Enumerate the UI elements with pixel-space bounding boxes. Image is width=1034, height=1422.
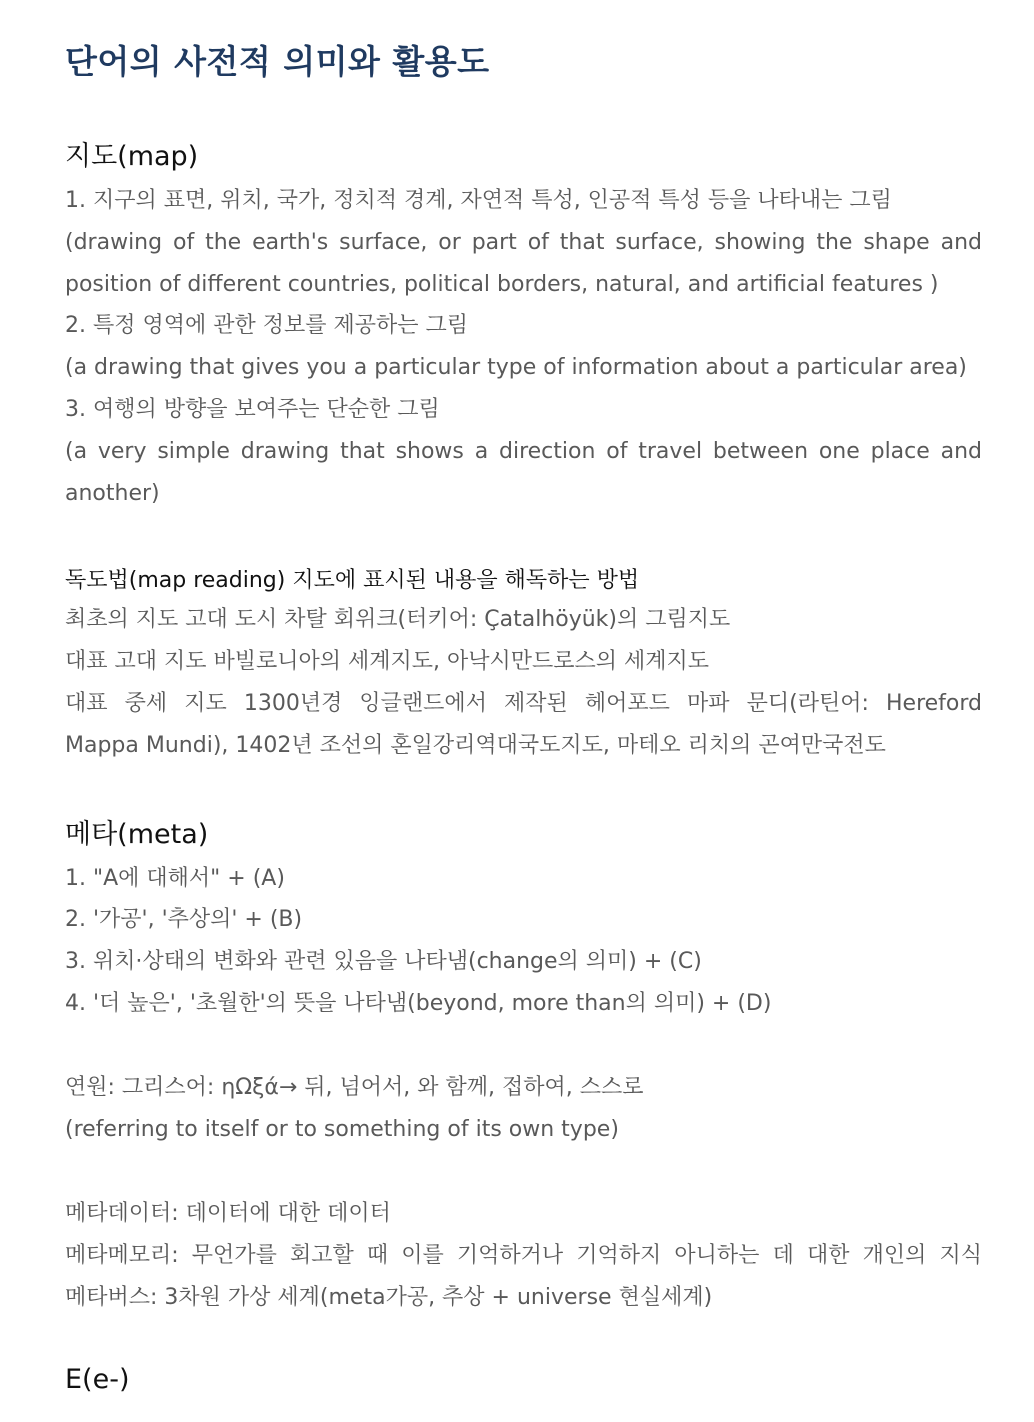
meta-heading: 메타(meta) <box>65 819 209 850</box>
map-reading-line: 대표 고대 지도 바빌로니아의 세계지도, 아낙시만드로스의 세계지도 <box>65 649 710 674</box>
map-definition-line: (drawing of the earth's surface, or part of that surface, showing the shape and <box>65 230 982 255</box>
meta-definition-line: 3. 위치⋅상태의 변화와 관련 있음을 나타냄(change의 의미) + (C) <box>65 949 702 974</box>
map-reading-heading: 독도법(map reading) 지도에 표시된 내용을 해독하는 방법 <box>65 568 640 593</box>
map-reading-line: 최초의 지도 고대 도시 차탈 회위크(터키어: Çatalhöyük)의 그림지도 <box>65 607 731 632</box>
meta-usage-line: 메타메모리: 무언가를 회고할 때 이를 기억하거나 기억하지 아니하는 데 대한 개인의 지식 <box>65 1243 982 1268</box>
meta-origin-line: (referring to itself or to something of its own type) <box>65 1117 619 1142</box>
map-heading: 지도(map) <box>65 141 199 172</box>
map-definition-line: 2. 특정 영역에 관한 정보를 제공하는 그림 <box>65 313 468 338</box>
meta-usage-line: 메타데이터: 데이터에 대한 데이터 <box>65 1201 391 1226</box>
meta-definition-line: 2. '가공', '추상의' + (B) <box>65 907 303 932</box>
map-definition-line: position of different countries, political borders, natural, and artificial features ) <box>65 272 939 297</box>
map-definition-line: 1. 지구의 표면, 위치, 국가, 정치적 경계, 자연적 특성, 인공적 특성 등을 나타내는 그림 <box>65 188 892 213</box>
map-definition-line: (a drawing that gives you a particular type of information about a particular area) <box>65 355 967 380</box>
document-title: 단어의 사전적 의미와 활용도 <box>65 42 490 81</box>
map-definition-line: another) <box>65 481 160 506</box>
meta-definition-line: 4. '더 높은', '초월한'의 뜻을 나타냄(beyond, more than의 의미) + (D) <box>65 991 772 1016</box>
map-reading-line: Mappa Mundi), 1402년 조선의 혼일강리역대국도지도, 마테오 리치의 곤여만국전도 <box>65 733 886 758</box>
map-reading-line: 대표 중세 지도 1300년경 잉글랜드에서 제작된 헤어포드 마파 문디(라틴어: Hereford <box>65 691 982 716</box>
e-heading: E(e-) <box>65 1364 130 1395</box>
map-definition-line: 3. 여행의 방향을 보여주는 단순한 그림 <box>65 397 440 422</box>
map-definition-line: (a very simple drawing that shows a direction of travel between one place and <box>65 439 982 464</box>
meta-definition-line: 1. "A에 대해서" + (A) <box>65 866 285 891</box>
meta-origin-line: 연원: 그리스어: ηΩξά→ 뒤, 넘어서, 와 함께, 접하여, 스스로 <box>65 1075 644 1100</box>
meta-usage-line: 메타버스: 3차원 가상 세계(meta가공, 추상 + universe 현실세계) <box>65 1285 713 1310</box>
